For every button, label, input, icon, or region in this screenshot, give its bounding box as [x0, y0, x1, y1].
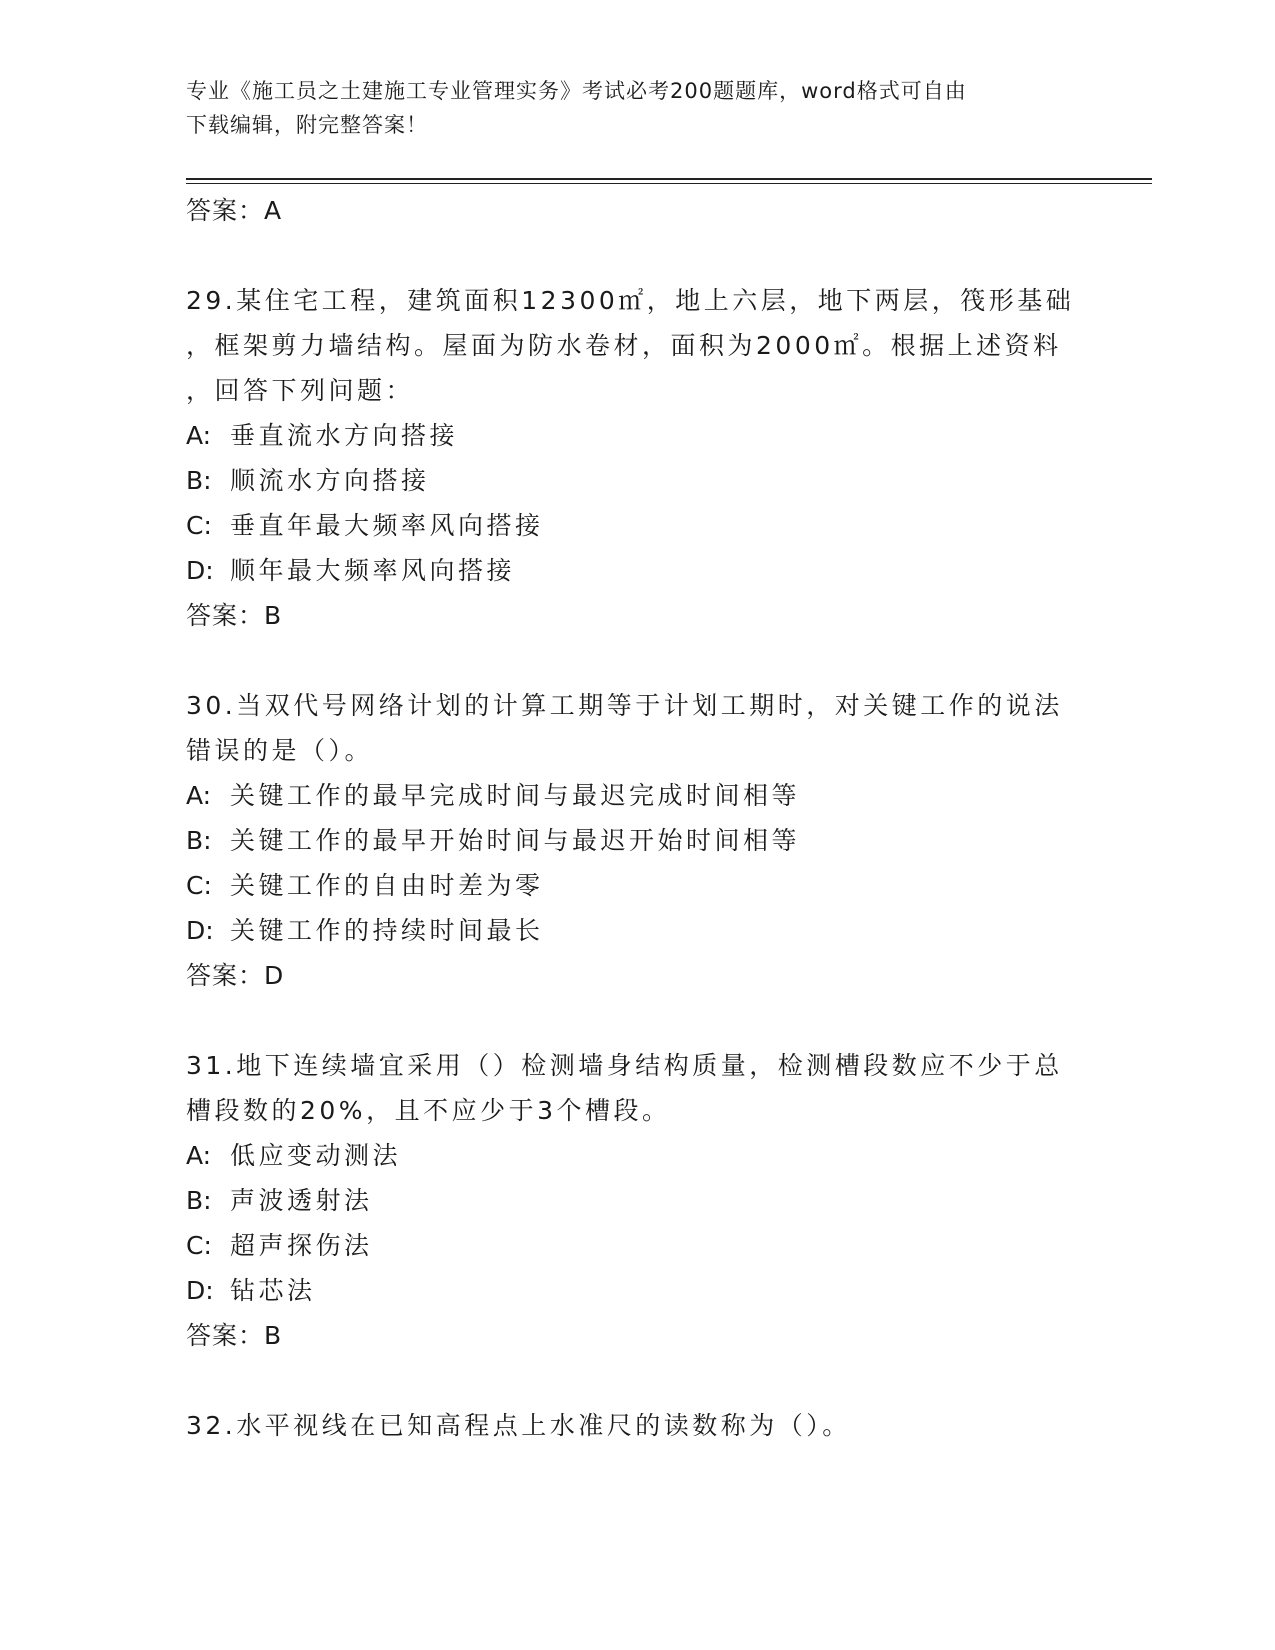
question-31-line-1: 31.地下连续墙宜采用（）检测墙身结构质量，检测槽段数应不少于总: [186, 1051, 1063, 1080]
answer-30: 答案：D: [186, 961, 285, 990]
question-31-option-c: [186, 1223, 1086, 1268]
question-list: [186, 188, 1086, 1448]
document-header: [186, 74, 1066, 142]
question-29-option-c: [186, 503, 1086, 548]
header-line-1: 专业《施工员之土建施工专业管理实务》考试必考200题题库，word格式可自由: [186, 79, 967, 103]
option-text: 顺年最大频率风向搭接: [230, 556, 516, 585]
option-text: 垂直年最大频率风向搭接: [230, 511, 544, 540]
option-letter: A:: [186, 781, 212, 810]
question-29-option-d: [186, 548, 1086, 593]
question-29-line-3: ，回答下列问题：: [186, 376, 415, 405]
option-letter: D:: [186, 916, 214, 945]
option-text: 关键工作的自由时差为零: [230, 871, 544, 900]
option-letter: A:: [186, 1141, 212, 1170]
option-letter: C:: [186, 1231, 212, 1260]
question-29-line-2: ，框架剪力墙结构。屋面为防水卷材，面积为2000㎡。根据上述资料: [186, 331, 1062, 360]
question-29-option-a: [186, 413, 1086, 458]
answer-29: 答案：B: [186, 601, 283, 630]
spacer: [186, 998, 1086, 1043]
answer-31: 答案：B: [186, 1321, 283, 1350]
option-letter: A:: [186, 421, 212, 450]
question-30: [186, 683, 1086, 998]
question-32: [186, 1403, 1086, 1448]
option-letter: D:: [186, 1276, 214, 1305]
option-letter: C:: [186, 871, 212, 900]
question-29: [186, 278, 1086, 638]
question-31-option-b: [186, 1178, 1086, 1223]
question-31-option-a: [186, 1133, 1086, 1178]
question-30-option-a: [186, 773, 1086, 818]
answer-28: 答案：A: [186, 196, 283, 225]
question-31-option-d: [186, 1268, 1086, 1313]
question-30-line-1: 30.当双代号网络计划的计算工期等于计划工期时，对关键工作的说法: [186, 691, 1063, 720]
question-31: [186, 1043, 1086, 1358]
option-text: 低应变动测法: [230, 1141, 402, 1170]
option-letter: B:: [186, 826, 212, 855]
spacer: [186, 638, 1086, 683]
header-rule-thick: [186, 178, 1152, 180]
option-text: 声波透射法: [230, 1186, 373, 1215]
spacer: [186, 1358, 1086, 1403]
option-text: 关键工作的持续时间最长: [230, 916, 544, 945]
option-text: 垂直流水方向搭接: [230, 421, 459, 450]
option-text: 钻芯法: [230, 1276, 316, 1305]
option-letter: B:: [186, 466, 212, 495]
question-29-option-b: [186, 458, 1086, 503]
header-rule-thin: [186, 183, 1152, 184]
question-29-line-1: 29.某住宅工程，建筑面积12300㎡，地上六层，地下两层，筏形基础: [186, 286, 1075, 315]
option-letter: C:: [186, 511, 212, 540]
question-31-line-2: 槽段数的20%，且不应少于3个槽段。: [186, 1096, 671, 1125]
question-30-line-2: 错误的是（）。: [186, 736, 374, 765]
option-letter: D:: [186, 556, 214, 585]
question-30-option-c: [186, 863, 1086, 908]
option-text: 顺流水方向搭接: [230, 466, 430, 495]
question-30-option-d: [186, 908, 1086, 953]
header-line-2: 下载编辑，附完整答案！: [186, 113, 428, 137]
option-text: 关键工作的最早完成时间与最迟完成时间相等: [230, 781, 801, 810]
spacer: [186, 233, 1086, 278]
option-letter: B:: [186, 1186, 212, 1215]
option-text: 超声探伤法: [230, 1231, 373, 1260]
question-30-option-b: [186, 818, 1086, 863]
option-text: 关键工作的最早开始时间与最迟开始时间相等: [230, 826, 801, 855]
question-32-line-1: 32.水平视线在已知高程点上水准尺的读数称为（）。: [186, 1411, 851, 1440]
